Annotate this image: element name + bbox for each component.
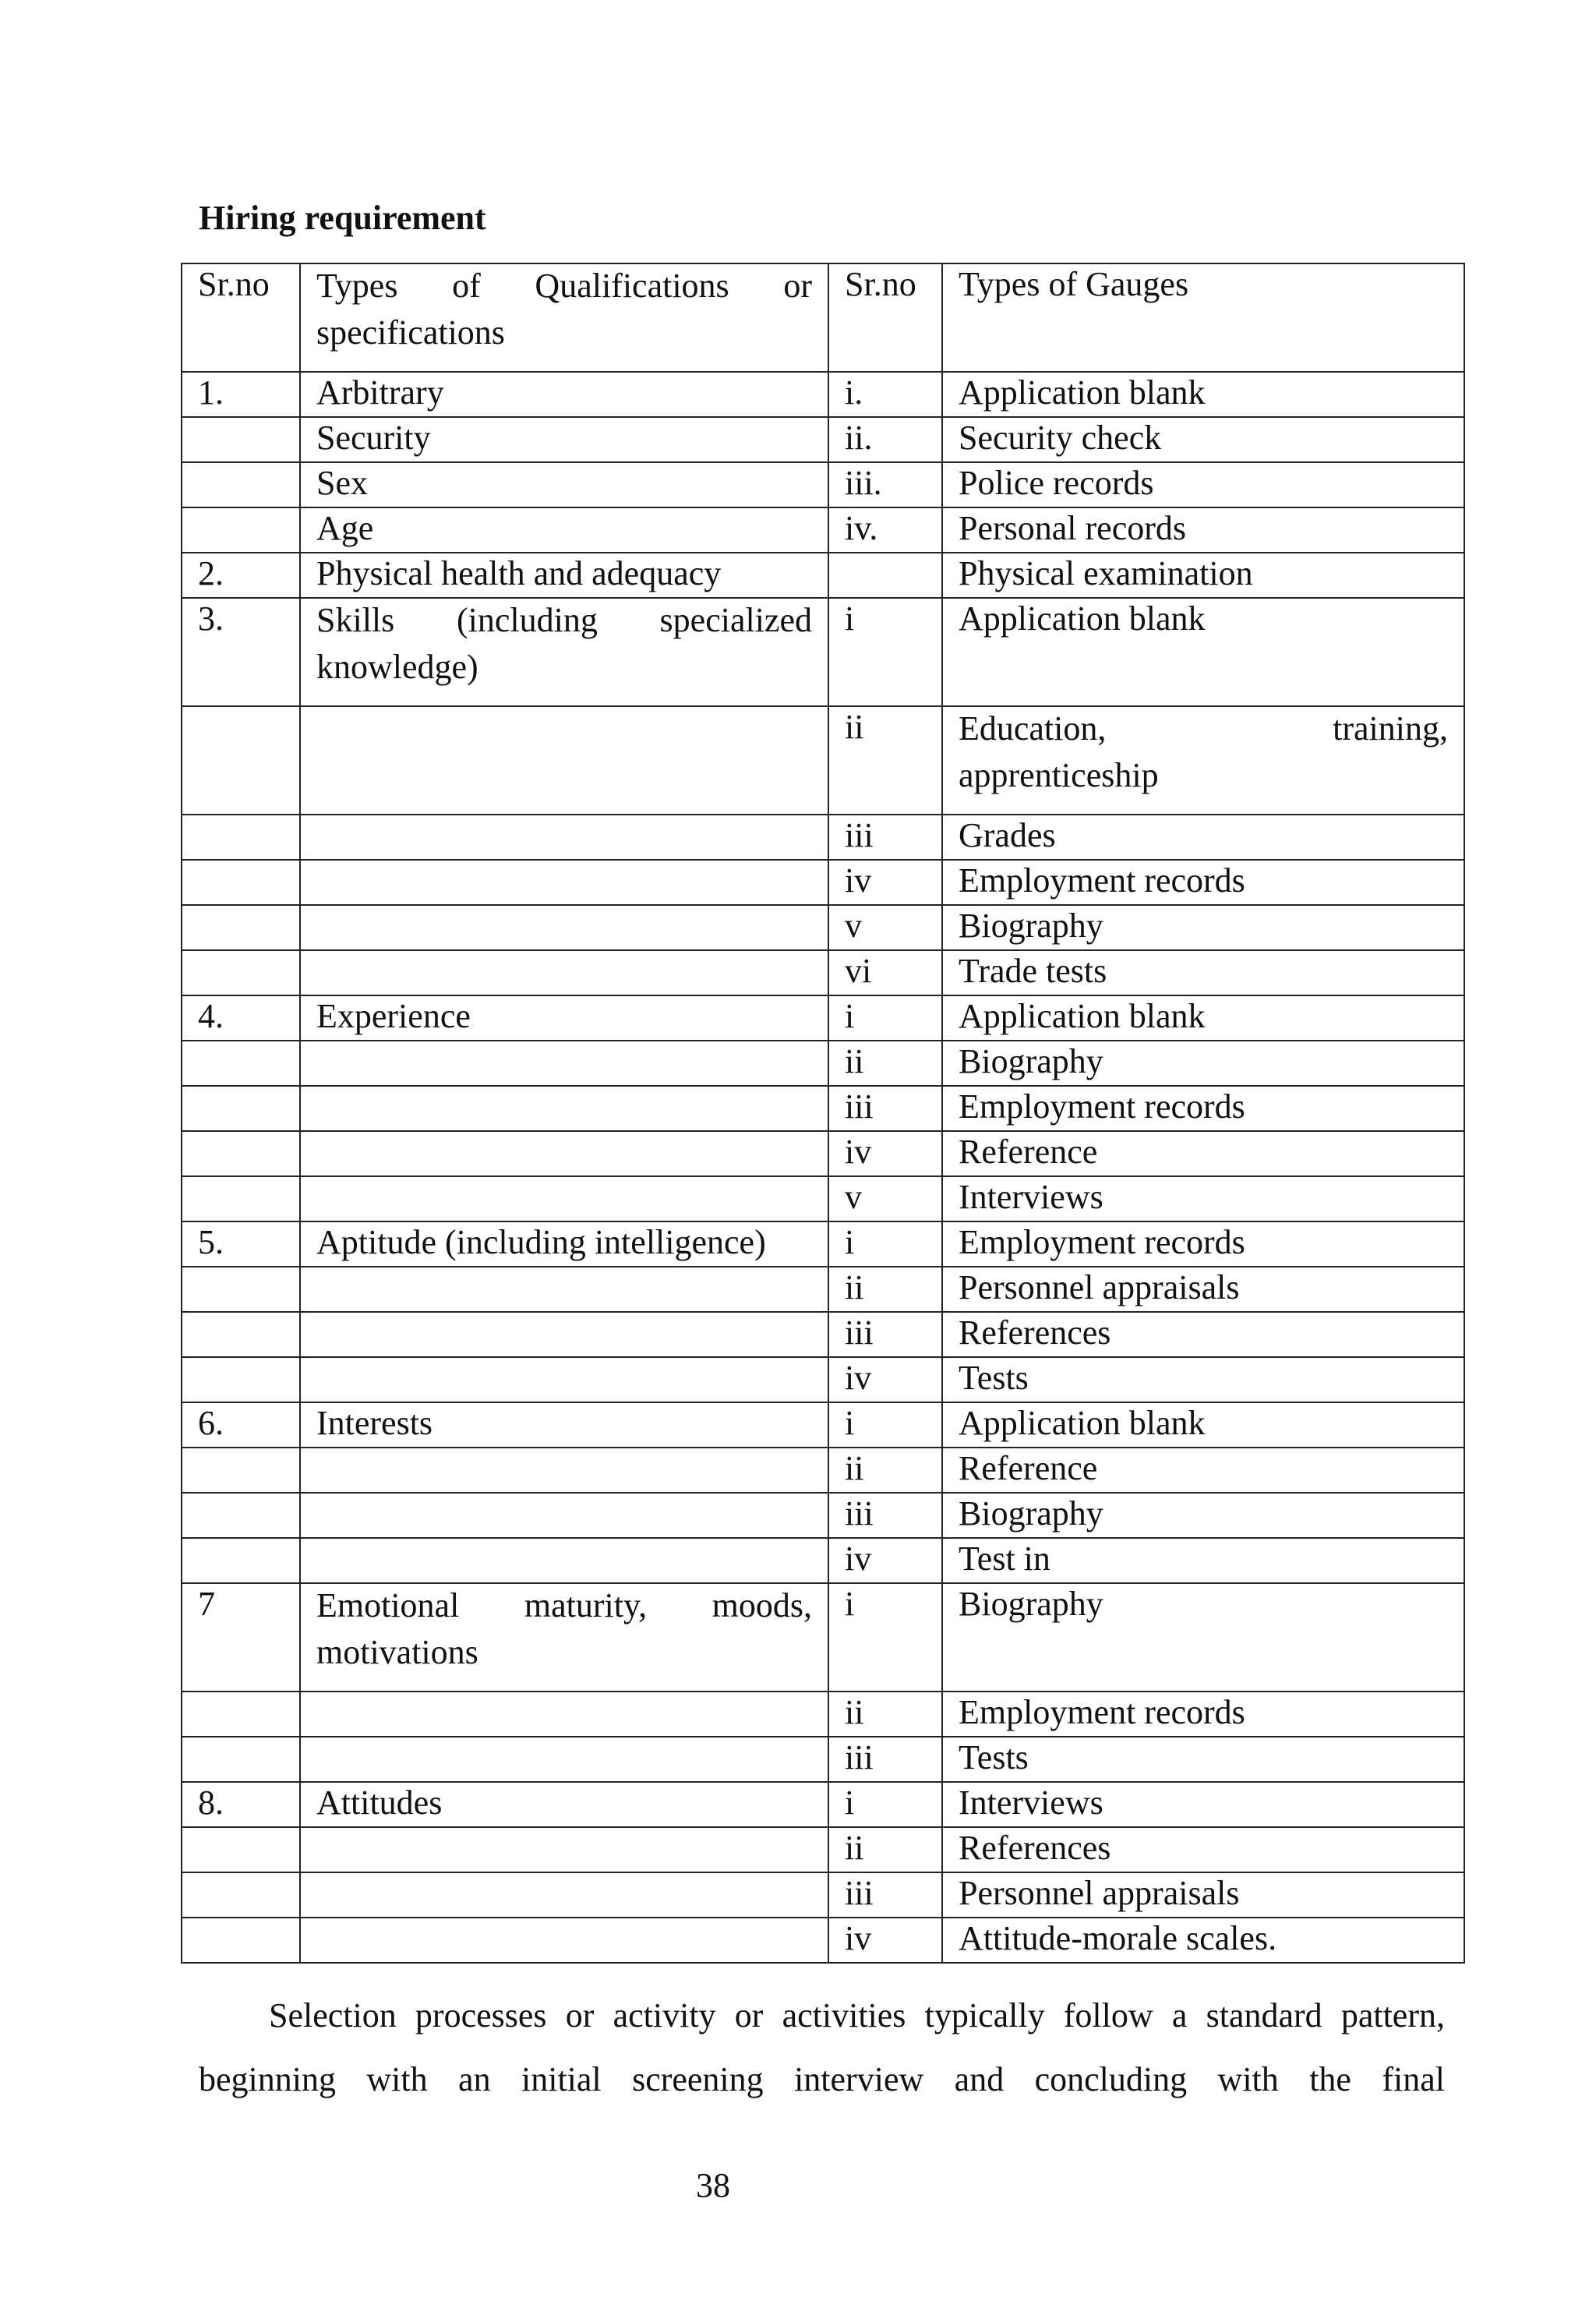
cell-gauge: Security check <box>942 417 1464 462</box>
cell-gauge: Trade tests <box>942 950 1464 995</box>
table-row <box>182 1448 1464 1493</box>
cell-qualification <box>300 1357 828 1402</box>
cell-qualification: Aptitude (including intelligence) <box>300 1221 828 1267</box>
cell-gauge: Police records <box>942 462 1464 507</box>
cell-srno <box>182 1086 300 1131</box>
cell-gauge: Biography <box>942 905 1464 950</box>
cell-gauge-srno: iv <box>828 860 942 905</box>
cell-qualification <box>300 1131 828 1176</box>
cell-srno <box>182 1131 300 1176</box>
table-row <box>182 860 1464 905</box>
cell-gauge: Employment records <box>942 1221 1464 1267</box>
cell-srno <box>182 1267 300 1312</box>
cell-gauge-srno: ii. <box>828 417 942 462</box>
cell-qualification-line1: Skills (including specialized <box>316 601 812 639</box>
cell-qualification: Experience <box>300 995 828 1041</box>
cell-gauge: References <box>942 1827 1464 1872</box>
cell-gauge-srno: v <box>828 1176 942 1221</box>
table-row <box>182 417 1464 462</box>
cell-gauge-srno <box>828 553 942 598</box>
cell-srno: 7 <box>182 1583 300 1692</box>
cell-gauge-srno: ii <box>828 1692 942 1737</box>
table-row <box>182 1402 1464 1448</box>
cell-qualification <box>300 1827 828 1872</box>
table-row <box>182 1583 1464 1692</box>
cell-qualification: Attitudes <box>300 1782 828 1827</box>
cell-srno <box>182 507 300 553</box>
table-row <box>182 1131 1464 1176</box>
cell-gauge: Application blank <box>942 995 1464 1041</box>
cell-qualification-line2: knowledge) <box>316 648 478 686</box>
cell-gauge-srno: iv <box>828 1357 942 1402</box>
table-row <box>182 706 1464 815</box>
table-row <box>182 372 1464 417</box>
table-header-row <box>182 263 1464 372</box>
cell-gauge-srno: iii. <box>828 462 942 507</box>
cell-srno <box>182 950 300 995</box>
table-row <box>182 1357 1464 1402</box>
cell-gauge-srno: i <box>828 598 942 706</box>
cell-srno: 3. <box>182 598 300 706</box>
cell-gauge: Tests <box>942 1357 1464 1402</box>
cell-gauge-srno: iii <box>828 1493 942 1538</box>
table-row <box>182 1086 1464 1131</box>
cell-qualification <box>300 1583 828 1692</box>
cell-gauge-srno: i <box>828 1583 942 1692</box>
cell-gauge-srno: iii <box>828 1737 942 1782</box>
cell-qualification <box>300 1493 828 1538</box>
table-row <box>182 995 1464 1041</box>
cell-gauge: Employment records <box>942 860 1464 905</box>
table-row <box>182 905 1464 950</box>
section-heading: Hiring requirement <box>199 199 486 237</box>
cell-qualification: Age <box>300 507 828 553</box>
header-qualifications <box>300 263 828 372</box>
table-row <box>182 507 1464 553</box>
cell-gauge: Reference <box>942 1448 1464 1493</box>
cell-gauge-srno: i <box>828 1402 942 1448</box>
table-row <box>182 1782 1464 1827</box>
cell-gauge: Application blank <box>942 1402 1464 1448</box>
cell-qualification: Interests <box>300 1402 828 1448</box>
cell-gauge-srno: iv <box>828 1538 942 1583</box>
table-row <box>182 598 1464 706</box>
cell-gauge-srno: ii <box>828 1827 942 1872</box>
cell-gauge: Interviews <box>942 1782 1464 1827</box>
cell-qualification: Security <box>300 417 828 462</box>
hiring-requirement-table <box>181 263 1465 1964</box>
cell-gauge-srno: iv <box>828 1131 942 1176</box>
cell-srno <box>182 860 300 905</box>
cell-qualification <box>300 1692 828 1737</box>
cell-qualification <box>300 1872 828 1918</box>
cell-qualification <box>300 1538 828 1583</box>
cell-srno <box>182 815 300 860</box>
cell-gauge-srno: i <box>828 1221 942 1267</box>
cell-qualification <box>300 598 828 706</box>
cell-qualification-line1: Emotional maturity, moods, <box>316 1586 812 1624</box>
cell-gauge-srno: iii <box>828 1312 942 1357</box>
cell-qualification <box>300 1312 828 1357</box>
cell-srno <box>182 1538 300 1583</box>
cell-srno <box>182 1827 300 1872</box>
cell-qualification <box>300 950 828 995</box>
cell-gauge: Grades <box>942 815 1464 860</box>
cell-qualification <box>300 706 828 815</box>
cell-qualification <box>300 1041 828 1086</box>
cell-gauge-line1: Education, training, <box>959 709 1448 748</box>
cell-gauge: Application blank <box>942 372 1464 417</box>
header-qualifications-line2: specifications <box>316 313 505 352</box>
cell-gauge-srno: iv <box>828 1918 942 1963</box>
cell-gauge: Tests <box>942 1737 1464 1782</box>
cell-srno <box>182 462 300 507</box>
cell-gauge: Biography <box>942 1493 1464 1538</box>
table-row <box>182 1827 1464 1872</box>
cell-srno <box>182 706 300 815</box>
cell-gauge: Personal records <box>942 507 1464 553</box>
cell-srno <box>182 1692 300 1737</box>
cell-gauge-srno: iii <box>828 1872 942 1918</box>
cell-srno: 6. <box>182 1402 300 1448</box>
cell-srno <box>182 1357 300 1402</box>
table-row <box>182 1493 1464 1538</box>
table-row <box>182 815 1464 860</box>
cell-gauge-srno: ii <box>828 1041 942 1086</box>
table-row <box>182 1041 1464 1086</box>
cell-qualification <box>300 815 828 860</box>
cell-gauge: Physical examination <box>942 553 1464 598</box>
cell-gauge-srno: i. <box>828 372 942 417</box>
cell-gauge-srno: vi <box>828 950 942 995</box>
cell-gauge: Test in <box>942 1538 1464 1583</box>
cell-srno <box>182 1041 300 1086</box>
page-number: 38 <box>696 2166 730 2204</box>
cell-srno: 2. <box>182 553 300 598</box>
paragraph-line-1: Selection processes or activity or activities typically follow a standard pattern, <box>269 1996 1445 2034</box>
cell-qualification-line2: motivations <box>316 1633 478 1671</box>
cell-srno: 8. <box>182 1782 300 1827</box>
cell-qualification <box>300 1737 828 1782</box>
cell-gauge-srno: iv. <box>828 507 942 553</box>
cell-srno <box>182 1448 300 1493</box>
table-row <box>182 1872 1464 1918</box>
cell-gauge: Personnel appraisals <box>942 1872 1464 1918</box>
cell-gauge: Attitude-morale scales. <box>942 1918 1464 1963</box>
cell-gauge-srno: ii <box>828 706 942 815</box>
table-row <box>182 1918 1464 1963</box>
cell-srno <box>182 1312 300 1357</box>
cell-qualification: Sex <box>300 462 828 507</box>
cell-srno <box>182 417 300 462</box>
cell-gauge: Employment records <box>942 1086 1464 1131</box>
cell-srno <box>182 1176 300 1221</box>
table-row <box>182 553 1464 598</box>
cell-gauge: References <box>942 1312 1464 1357</box>
table-row <box>182 1267 1464 1312</box>
cell-qualification <box>300 1918 828 1963</box>
cell-qualification: Arbitrary <box>300 372 828 417</box>
cell-srno: 5. <box>182 1221 300 1267</box>
table-row <box>182 1538 1464 1583</box>
cell-gauge: Biography <box>942 1041 1464 1086</box>
cell-gauge-srno: iii <box>828 1086 942 1131</box>
cell-gauge: Personnel appraisals <box>942 1267 1464 1312</box>
cell-gauge: Reference <box>942 1131 1464 1176</box>
cell-gauge-srno: i <box>828 995 942 1041</box>
cell-srno <box>182 1493 300 1538</box>
header-gauges: Types of Gauges <box>942 263 1464 372</box>
cell-qualification <box>300 1086 828 1131</box>
table-row <box>182 1176 1464 1221</box>
body-paragraph <box>199 1984 1445 2112</box>
cell-gauge-srno: ii <box>828 1267 942 1312</box>
table-row <box>182 1221 1464 1267</box>
cell-srno <box>182 1918 300 1963</box>
cell-gauge <box>942 706 1464 815</box>
cell-srno: 4. <box>182 995 300 1041</box>
cell-gauge: Interviews <box>942 1176 1464 1221</box>
table-row <box>182 950 1464 995</box>
cell-gauge-srno: iii <box>828 815 942 860</box>
cell-gauge: Application blank <box>942 598 1464 706</box>
cell-qualification <box>300 1448 828 1493</box>
cell-gauge-srno: v <box>828 905 942 950</box>
paragraph-line-2: beginning with an initial screening interview and concluding with the final <box>199 2060 1445 2098</box>
cell-qualification <box>300 1176 828 1221</box>
cell-qualification <box>300 905 828 950</box>
table-row <box>182 1312 1464 1357</box>
table-row <box>182 462 1464 507</box>
header-gauge-srno: Sr.no <box>828 263 942 372</box>
header-qualifications-line1: Types of Qualifications or <box>316 267 812 305</box>
table-row <box>182 1737 1464 1782</box>
cell-gauge: Biography <box>942 1583 1464 1692</box>
header-srno: Sr.no <box>182 263 300 372</box>
cell-srno <box>182 1872 300 1918</box>
cell-gauge-line2: apprenticeship <box>959 756 1159 794</box>
cell-qualification: Physical health and adequacy <box>300 553 828 598</box>
cell-qualification <box>300 1267 828 1312</box>
cell-srno <box>182 905 300 950</box>
cell-qualification <box>300 860 828 905</box>
cell-gauge-srno: ii <box>828 1448 942 1493</box>
cell-gauge: Employment records <box>942 1692 1464 1737</box>
cell-srno <box>182 1737 300 1782</box>
cell-srno: 1. <box>182 372 300 417</box>
cell-gauge-srno: i <box>828 1782 942 1827</box>
table-row <box>182 1692 1464 1737</box>
